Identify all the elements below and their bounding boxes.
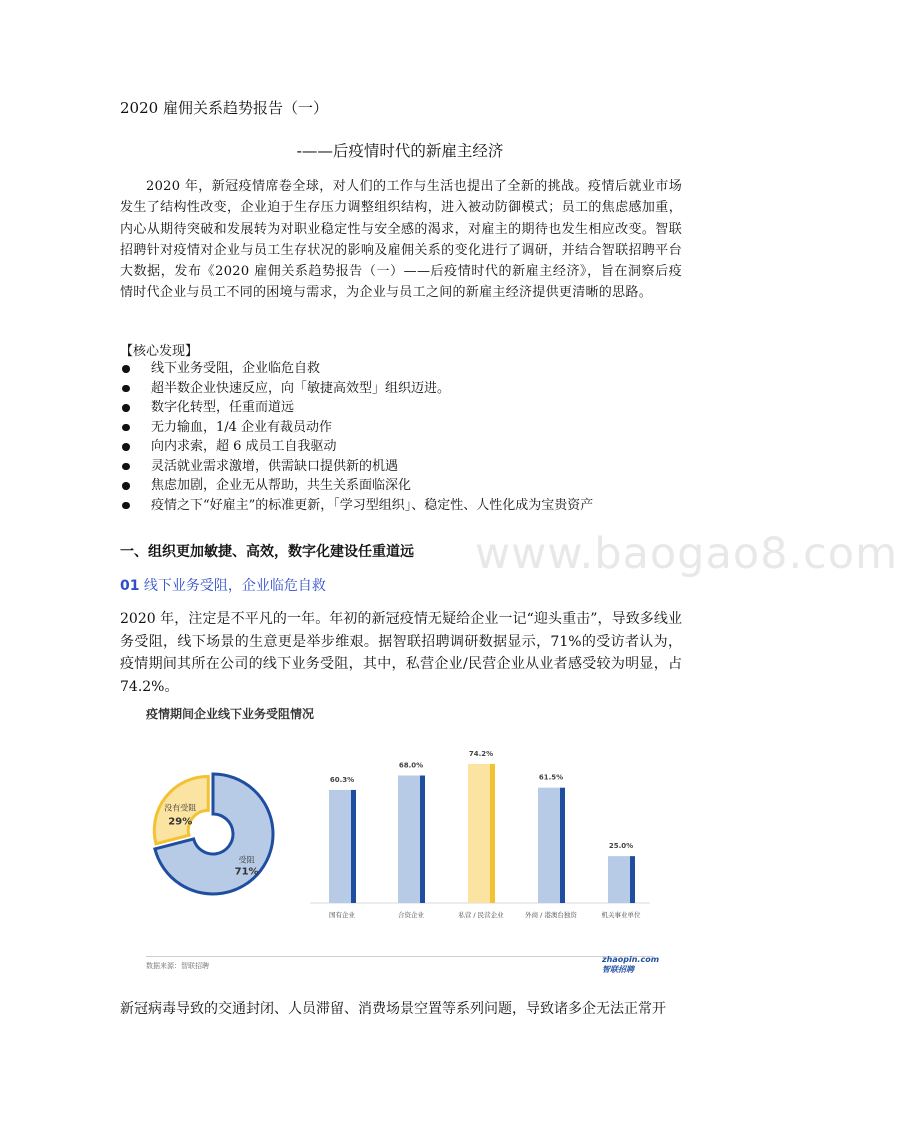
bullet-icon: [122, 502, 130, 510]
finding-text: 疫情之下“好雇主”的标准更新，「学习型组织」、稳定性、人性化成为宝贵资产: [151, 497, 594, 513]
bar-category-label: 私营 / 民营企业: [458, 911, 504, 919]
bar-value-label: 60.3%: [329, 775, 355, 784]
report-subtitle: -——后疫情时代的新雇主经济: [296, 142, 504, 160]
body-paragraph: 2020 年，注定是不平凡的一年。年初的新冠疫情无疑给企业一记“迎头重击”，导致多线业务受阻，线下场景的生意更是举步维艰。据智联招聘调研数据显示，71%的受访者认为，疫情期间其所在公司的线下业务受阻，其中，私营企业/民营企业从业者感受较为明显，占74.2%。: [120, 611, 682, 695]
closing-line: 新冠病毒导致的交通封闭、人员滞留、消费场景空置等系列问题，导致诸多企无法正常开: [120, 1001, 666, 1017]
finding-text: 向内求索，超 6 成员工自我驱动: [151, 439, 337, 454]
sub-heading-text: 线下业务受阻，企业临危自救: [139, 578, 326, 594]
core-findings-heading: 【核心发现】: [120, 344, 199, 359]
bullet-icon: [122, 365, 130, 373]
bar-edge-3: [560, 788, 565, 903]
bullet-icon: [122, 482, 130, 490]
sub-heading-number: 01: [120, 578, 140, 594]
pie-value-not-blocked: 29%: [168, 816, 193, 828]
bullet-icon: [122, 463, 130, 471]
finding-item: [120, 476, 593, 496]
bar-edge-4: [630, 856, 635, 903]
section-heading: 一、组织更加敏捷、高效，数字化建设任重道远: [120, 544, 414, 560]
bar-0: [329, 790, 351, 903]
report-title: 2020 雇佣关系趋势报告（一）: [120, 99, 328, 117]
finding-item: [120, 418, 593, 438]
bar-4: [608, 856, 630, 903]
finding-item: [120, 496, 593, 516]
bar-edge-2: [490, 764, 495, 903]
pie-label-not-blocked: 没有受阻: [164, 803, 197, 813]
bar-category-label: 国有企业: [329, 911, 355, 919]
sub-heading: [120, 575, 326, 595]
chart-source: 数据来源：智联招聘: [146, 962, 209, 970]
bar-category-label: 外商 / 港澳台独资: [525, 911, 577, 919]
bar-edge-0: [351, 790, 356, 903]
finding-item: [120, 398, 593, 418]
finding-item: [120, 437, 593, 457]
bullet-icon: [122, 385, 130, 393]
bar-2: [468, 764, 490, 903]
zhaopin-logo: zhaopin.com 智联招聘: [602, 955, 660, 974]
bar-value-label: 25.0%: [608, 842, 634, 851]
pie-label-blocked: 受阻: [238, 855, 255, 865]
bullet-icon: [122, 424, 130, 432]
bar-value-label: 74.2%: [468, 749, 494, 758]
bar-1: [398, 776, 420, 904]
finding-item: [120, 457, 593, 477]
findings-list: [120, 359, 593, 515]
bar-value-label: 61.5%: [538, 773, 564, 782]
finding-item: [120, 359, 593, 379]
watermark: www.baogao8.com: [475, 529, 898, 579]
bullet-icon: [122, 443, 130, 451]
chart-title: 疫情期间企业线下业务受阻情况: [146, 707, 315, 721]
finding-text: 灵活就业需求激增，供需缺口提供新的机遇: [151, 458, 399, 474]
finding-text: 无力输血，1/4 企业有裁员动作: [151, 419, 333, 435]
finding-text: 数字化转型，任重而道远: [151, 400, 295, 415]
finding-text: 超半数企业快速反应，向「敏捷高效型」组织迈进。: [151, 380, 451, 396]
intro-paragraph: 2020 年，新冠疫情席卷全球，对人们的工作与生活也提出了全新的挑战。疫情后就业市场发生了结构性改变，企业迫于生存压力调整组织结构，进入被动防御模式；员工的焦虑感加重，内心从期待突破和发展转为对职业稳定性与安全感的渴求，对雇主的期待也发生相应改变。智联招聘针对疫情对企业与员工生存状况的影响及雇佣关系的变化进行了调研，并结合智联招聘平台大数据，发布《2020 雇佣关系趋势报告（一）——后疫情时代的新雇主经济》，旨在洞察后疫情时代企业与员工不同的困境与需求，为企业与员工之间的新雇主经济提供更清晰的思路。: [120, 179, 682, 301]
bar-value-label: 68.0%: [398, 761, 424, 770]
bar-category-label: 机关事业单位: [601, 911, 641, 919]
chart-divider: [146, 956, 654, 957]
finding-item: [120, 379, 593, 399]
finding-text: 线下业务受阻，企业临危自救: [151, 361, 321, 376]
chart-figure: [140, 700, 660, 982]
pie-value-blocked: 71%: [234, 866, 259, 878]
bar-3: [538, 788, 560, 903]
bullet-icon: [122, 404, 130, 412]
bar-category-label: 合资企业: [398, 911, 424, 919]
chart-canvas: [140, 700, 660, 982]
bar-edge-1: [420, 776, 425, 904]
finding-text: 焦虑加剧，企业无从帮助，共生关系面临深化: [151, 478, 412, 493]
